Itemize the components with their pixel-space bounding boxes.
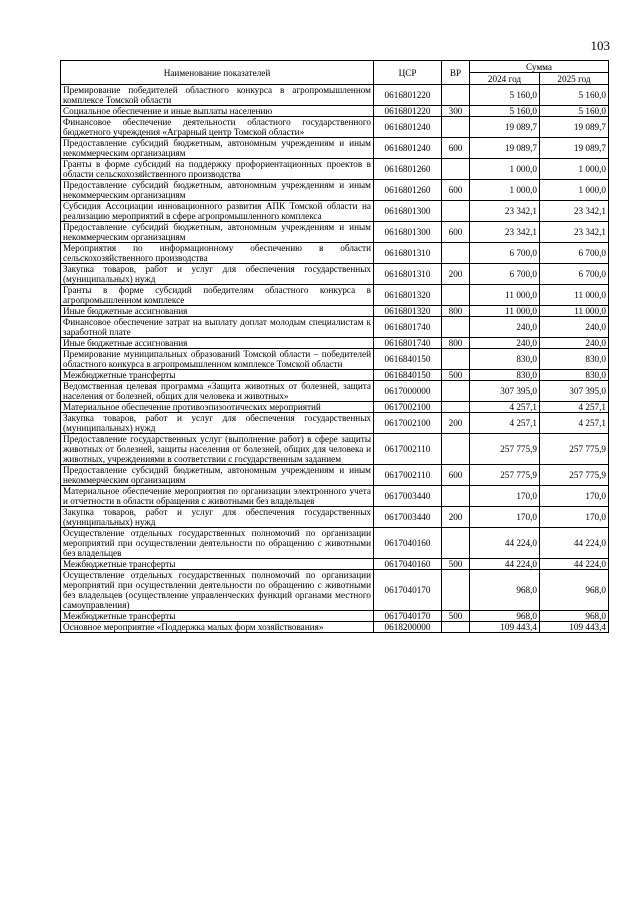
row-sum-2024-cell: 240,0	[470, 317, 540, 338]
row-csr-cell: 0617040160	[374, 559, 442, 570]
row-csr-cell: 0616801220	[374, 106, 442, 117]
row-sum-2025-cell: 170,0	[540, 507, 609, 528]
row-sum-2024-cell: 44 224,0	[470, 528, 540, 559]
row-csr-cell: 0617003440	[374, 486, 442, 507]
row-sum-2024-cell: 11 000,0	[470, 306, 540, 317]
row-vr-cell: 200	[442, 413, 470, 434]
row-sum-2025-cell: 1 000,0	[540, 180, 609, 201]
table-row	[61, 180, 609, 201]
row-sum-2024-cell: 257 775,9	[470, 465, 540, 486]
row-sum-2025-cell: 19 089,7	[540, 117, 609, 138]
row-name-cell: Межбюджетные трансферты	[61, 611, 374, 622]
row-sum-2025-cell: 4 257,1	[540, 413, 609, 434]
row-csr-cell: 0616801310	[374, 243, 442, 264]
budget-table	[60, 60, 609, 633]
row-sum-2024-cell: 170,0	[470, 507, 540, 528]
row-vr-cell	[442, 402, 470, 413]
table-row	[61, 559, 609, 570]
row-csr-cell: 0616801220	[374, 85, 442, 106]
row-vr-cell: 800	[442, 338, 470, 349]
table-row	[61, 222, 609, 243]
row-name-cell: Премирование победителей областного конкурса в агропромышленном комплексе Томской области	[61, 85, 374, 106]
header-vr: ВР	[442, 61, 470, 85]
row-vr-cell: 200	[442, 507, 470, 528]
row-name-cell: Межбюджетные трансферты	[61, 370, 374, 381]
table-row	[61, 317, 609, 338]
row-vr-cell	[442, 243, 470, 264]
row-name-cell: Материальное обеспечение мероприятия по организации электронного учета и отчетности в области обращения с животными без владельцев	[61, 486, 374, 507]
row-name-cell: Предоставление субсидий бюджетным, автономным учреждениям и иным некоммерческим организациям	[61, 180, 374, 201]
row-name-cell: Премирование муниципальных образований Томской области – победителей областного конкурса в агропромышленном комплексе Томской области	[61, 349, 374, 370]
row-csr-cell: 0616801740	[374, 338, 442, 349]
row-name-cell: Материальное обеспечение противоэпизоотических мероприятий	[61, 402, 374, 413]
row-csr-cell: 0616801260	[374, 159, 442, 180]
row-name-cell: Предоставление субсидий бюджетным, автономным учреждениям и иным некоммерческим организациям	[61, 222, 374, 243]
table-row	[61, 434, 609, 465]
row-csr-cell: 0616801310	[374, 264, 442, 285]
row-sum-2025-cell: 44 224,0	[540, 528, 609, 559]
row-sum-2025-cell: 257 775,9	[540, 465, 609, 486]
row-name-cell: Предоставление государственных услуг (выполнение работ) в сфере защиты животных от болезней, защиты населения от болезней, общих для человека и животных, учреждениями в соответствии с государственным заданием	[61, 434, 374, 465]
row-sum-2024-cell: 11 000,0	[470, 285, 540, 306]
row-sum-2025-cell: 44 224,0	[540, 559, 609, 570]
row-sum-2025-cell: 257 775,9	[540, 434, 609, 465]
table-row	[61, 622, 609, 633]
row-sum-2025-cell: 11 000,0	[540, 285, 609, 306]
row-vr-cell: 600	[442, 465, 470, 486]
row-sum-2025-cell: 830,0	[540, 349, 609, 370]
row-sum-2025-cell: 4 257,1	[540, 402, 609, 413]
row-sum-2024-cell: 19 089,7	[470, 138, 540, 159]
table-body	[61, 85, 609, 633]
header-sum: Сумма	[470, 61, 609, 73]
row-vr-cell	[442, 317, 470, 338]
table-row	[61, 486, 609, 507]
table-row	[61, 507, 609, 528]
row-sum-2025-cell: 11 000,0	[540, 306, 609, 317]
row-csr-cell: 0617002110	[374, 434, 442, 465]
row-csr-cell: 0618200000	[374, 622, 442, 633]
row-vr-cell	[442, 528, 470, 559]
row-vr-cell	[442, 159, 470, 180]
row-sum-2025-cell: 19 089,7	[540, 138, 609, 159]
row-sum-2024-cell: 5 160,0	[470, 85, 540, 106]
row-csr-cell: 0616801740	[374, 317, 442, 338]
row-sum-2024-cell: 4 257,1	[470, 402, 540, 413]
row-name-cell: Социальное обеспечение и иные выплаты населению	[61, 106, 374, 117]
row-name-cell: Закупка товаров, работ и услуг для обеспечения государственных (муниципальных) нужд	[61, 413, 374, 434]
row-name-cell: Предоставление субсидий бюджетным, автономным учреждениям и иным некоммерческим организациям	[61, 465, 374, 486]
table-row	[61, 381, 609, 402]
row-csr-cell: 0616801240	[374, 138, 442, 159]
row-vr-cell	[442, 622, 470, 633]
row-sum-2024-cell: 968,0	[470, 611, 540, 622]
row-vr-cell	[442, 201, 470, 222]
table-row	[61, 413, 609, 434]
row-vr-cell	[442, 570, 470, 611]
row-csr-cell: 0617002100	[374, 413, 442, 434]
row-csr-cell: 0617002110	[374, 465, 442, 486]
table-row	[61, 349, 609, 370]
table-row	[61, 570, 609, 611]
row-name-cell: Осуществление отдельных государственных полномочий по организации мероприятий при осуществлении деятельности по обращению с животными без владельцев (осуществление управленческих функций органами местного самоуправления)	[61, 570, 374, 611]
row-csr-cell: 0616801320	[374, 285, 442, 306]
page-number: 103	[590, 38, 610, 53]
row-sum-2024-cell: 5 160,0	[470, 106, 540, 117]
row-sum-2025-cell: 6 700,0	[540, 243, 609, 264]
row-sum-2024-cell: 240,0	[470, 338, 540, 349]
row-name-cell: Основное мероприятие «Поддержка малых форм хозяйствования»	[61, 622, 374, 633]
row-sum-2025-cell: 830,0	[540, 370, 609, 381]
row-csr-cell: 0616801320	[374, 306, 442, 317]
row-sum-2024-cell: 44 224,0	[470, 559, 540, 570]
row-sum-2025-cell: 109 443,4	[540, 622, 609, 633]
row-vr-cell	[442, 117, 470, 138]
header-name: Наименование показателей	[61, 61, 374, 85]
row-sum-2024-cell: 1 000,0	[470, 159, 540, 180]
row-csr-cell: 0616801300	[374, 222, 442, 243]
table-row	[61, 117, 609, 138]
row-sum-2025-cell: 240,0	[540, 317, 609, 338]
row-vr-cell: 600	[442, 222, 470, 243]
row-sum-2025-cell: 23 342,1	[540, 201, 609, 222]
row-sum-2025-cell: 6 700,0	[540, 264, 609, 285]
row-name-cell: Финансовое обеспечение затрат на выплату доплат молодым специалистам к заработной плате	[61, 317, 374, 338]
row-csr-cell: 0617000000	[374, 381, 442, 402]
row-vr-cell: 800	[442, 306, 470, 317]
row-sum-2025-cell: 5 160,0	[540, 85, 609, 106]
row-name-cell: Закупка товаров, работ и услуг для обеспечения государственных (муниципальных) нужд	[61, 507, 374, 528]
row-name-cell: Финансовое обеспечение деятельности областного государственного бюджетного учреждения «Аграрный центр Томской области»	[61, 117, 374, 138]
row-sum-2025-cell: 240,0	[540, 338, 609, 349]
row-sum-2025-cell: 968,0	[540, 570, 609, 611]
row-sum-2025-cell: 307 395,0	[540, 381, 609, 402]
table-row	[61, 370, 609, 381]
row-vr-cell: 500	[442, 611, 470, 622]
row-vr-cell: 200	[442, 264, 470, 285]
row-name-cell: Закупка товаров, работ и услуг для обеспечения государственных (муниципальных) нужд	[61, 264, 374, 285]
row-name-cell: Межбюджетные трансферты	[61, 559, 374, 570]
row-csr-cell: 0616801300	[374, 201, 442, 222]
table-row	[61, 285, 609, 306]
row-vr-cell	[442, 381, 470, 402]
row-sum-2024-cell: 6 700,0	[470, 243, 540, 264]
table-row	[61, 106, 609, 117]
table-row	[61, 338, 609, 349]
row-vr-cell: 300	[442, 106, 470, 117]
row-sum-2024-cell: 23 342,1	[470, 201, 540, 222]
row-name-cell: Гранты в форме субсидий на поддержку профориентационных проектов в области сельскохозяйственного производства	[61, 159, 374, 180]
row-csr-cell: 0617040170	[374, 570, 442, 611]
row-vr-cell	[442, 85, 470, 106]
row-vr-cell: 600	[442, 138, 470, 159]
row-csr-cell: 0617002100	[374, 402, 442, 413]
row-sum-2024-cell: 307 395,0	[470, 381, 540, 402]
table-row	[61, 611, 609, 622]
table-row	[61, 85, 609, 106]
row-csr-cell: 0617040160	[374, 528, 442, 559]
row-sum-2025-cell: 968,0	[540, 611, 609, 622]
row-csr-cell: 0617003440	[374, 507, 442, 528]
row-sum-2024-cell: 6 700,0	[470, 264, 540, 285]
row-name-cell: Мероприятия по информационному обеспечению в области сельскохозяйственного производства	[61, 243, 374, 264]
row-name-cell: Гранты в форме субсидий победителям областного конкурса в агропромышленном комплексе	[61, 285, 374, 306]
row-csr-cell: 0616801240	[374, 117, 442, 138]
row-vr-cell	[442, 285, 470, 306]
row-sum-2024-cell: 170,0	[470, 486, 540, 507]
table-row	[61, 465, 609, 486]
row-csr-cell: 0616840150	[374, 349, 442, 370]
header-year-2025: 2025 год	[540, 73, 609, 85]
row-sum-2025-cell: 1 000,0	[540, 159, 609, 180]
table-row	[61, 138, 609, 159]
header-year-2024: 2024 год	[470, 73, 540, 85]
row-vr-cell: 500	[442, 559, 470, 570]
row-name-cell: Ведомственная целевая программа «Защита животных от болезней, защита населения от болезней, общих для человека и животных»	[61, 381, 374, 402]
row-name-cell: Иные бюджетные ассигнования	[61, 306, 374, 317]
row-sum-2025-cell: 23 342,1	[540, 222, 609, 243]
row-vr-cell	[442, 486, 470, 507]
row-sum-2024-cell: 830,0	[470, 349, 540, 370]
row-csr-cell: 0616801260	[374, 180, 442, 201]
row-vr-cell: 600	[442, 180, 470, 201]
row-name-cell: Осуществление отдельных государственных полномочий по организации мероприятий при осуществлении деятельности по обращению с животными без владельцев	[61, 528, 374, 559]
header-csr: ЦСР	[374, 61, 442, 85]
table-row	[61, 243, 609, 264]
row-sum-2025-cell: 170,0	[540, 486, 609, 507]
row-sum-2024-cell: 830,0	[470, 370, 540, 381]
table-header	[61, 61, 609, 85]
row-vr-cell	[442, 349, 470, 370]
row-name-cell: Предоставление субсидий бюджетным, автономным учреждениям и иным некоммерческим организациям	[61, 138, 374, 159]
row-sum-2024-cell: 1 000,0	[470, 180, 540, 201]
row-name-cell: Иные бюджетные ассигнования	[61, 338, 374, 349]
table-row	[61, 201, 609, 222]
row-csr-cell: 0616840150	[374, 370, 442, 381]
row-csr-cell: 0617040170	[374, 611, 442, 622]
table-row	[61, 306, 609, 317]
row-sum-2024-cell: 23 342,1	[470, 222, 540, 243]
row-sum-2024-cell: 19 089,7	[470, 117, 540, 138]
table-row	[61, 528, 609, 559]
table-row	[61, 159, 609, 180]
row-vr-cell	[442, 434, 470, 465]
table-row	[61, 402, 609, 413]
row-vr-cell: 500	[442, 370, 470, 381]
row-sum-2024-cell: 257 775,9	[470, 434, 540, 465]
row-sum-2024-cell: 109 443,4	[470, 622, 540, 633]
row-sum-2025-cell: 5 160,0	[540, 106, 609, 117]
row-name-cell: Субсидия Ассоциации инновационного развития АПК Томской области на реализацию мероприятий в сфере агропромышленного комплекса	[61, 201, 374, 222]
row-sum-2024-cell: 4 257,1	[470, 413, 540, 434]
table-row	[61, 264, 609, 285]
row-sum-2024-cell: 968,0	[470, 570, 540, 611]
